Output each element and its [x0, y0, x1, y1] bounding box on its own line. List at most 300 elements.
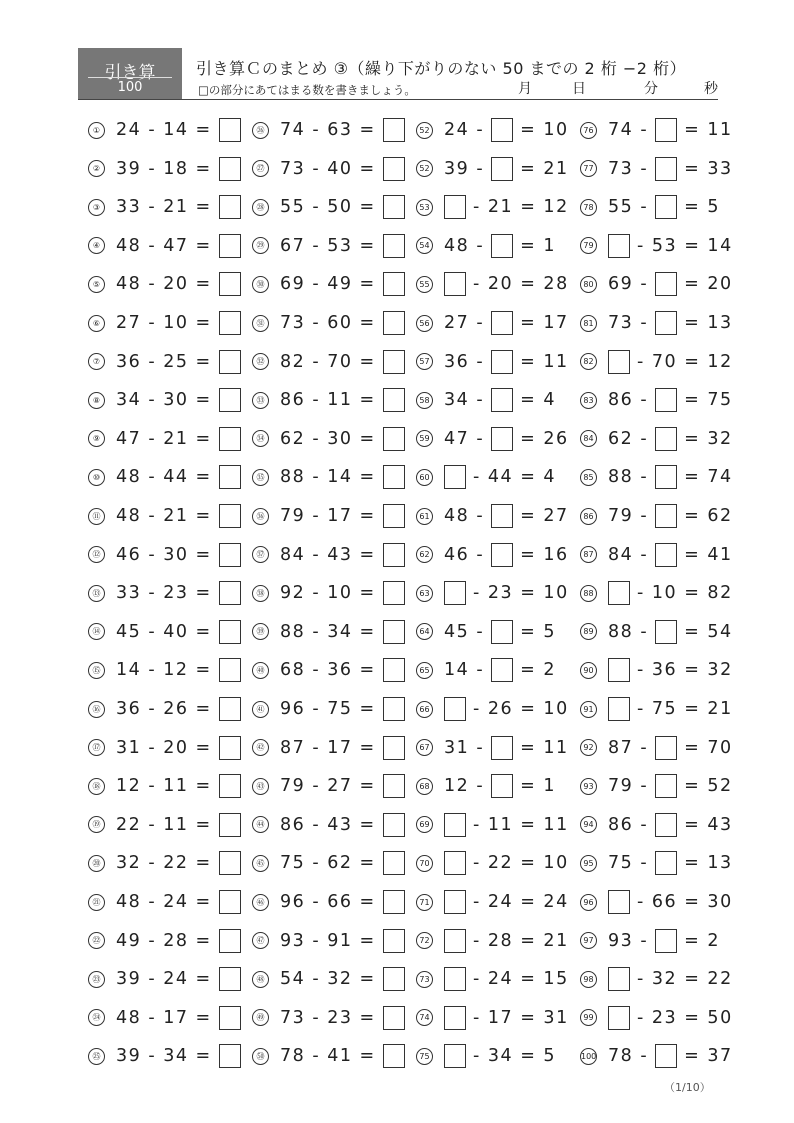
problem-number: ①: [88, 122, 105, 139]
problem-item: [580, 849, 733, 877]
answer-box[interactable]: [383, 1044, 405, 1068]
problem-number: 81: [580, 315, 597, 332]
answer-box[interactable]: [219, 890, 241, 914]
problem-number: 70: [416, 855, 433, 872]
problem-number: ⑰: [88, 739, 105, 756]
problem-left-text: 33 - 23 =: [116, 583, 212, 604]
problem-number: ㉟: [252, 469, 269, 486]
problem-right-text: = 11: [520, 737, 569, 758]
problem-item: [88, 811, 241, 839]
answer-box[interactable]: [383, 504, 405, 528]
problem-left-text: 49 - 28 =: [116, 930, 212, 951]
problem-right-text: - 24 = 15: [473, 969, 569, 990]
problem-number: 85: [580, 469, 597, 486]
answer-box[interactable]: [491, 736, 513, 760]
problem-item: [88, 618, 241, 646]
problem-item: [416, 541, 569, 569]
answer-box[interactable]: [383, 697, 405, 721]
problem-number: 74: [416, 1009, 433, 1026]
problem-item: [88, 270, 241, 298]
problem-item: [416, 309, 569, 337]
problem-left-text: 73 - 60 =: [280, 313, 376, 333]
problem-number: 82: [580, 353, 597, 370]
answer-box[interactable]: [383, 234, 405, 258]
answer-box[interactable]: [444, 195, 466, 219]
answer-box[interactable]: [655, 157, 677, 181]
problem-item: [252, 463, 405, 491]
problem-item: [252, 695, 405, 723]
answer-box[interactable]: [655, 272, 677, 296]
problem-right-text: - 22 = 10: [473, 853, 569, 874]
problem-left-text: 87 - 17 =: [280, 737, 376, 758]
answer-box[interactable]: [383, 929, 405, 953]
problem-item: [88, 965, 241, 993]
answer-box[interactable]: [219, 736, 241, 760]
answer-box[interactable]: [383, 543, 405, 567]
problem-number: 92: [580, 739, 597, 756]
problem-item: [252, 734, 405, 762]
problem-number: 58: [416, 392, 433, 409]
problem-item: [416, 386, 556, 414]
problem-number: ⑯: [88, 701, 105, 718]
answer-box[interactable]: [655, 427, 677, 451]
answer-box[interactable]: [383, 967, 405, 991]
answer-box[interactable]: [655, 929, 677, 953]
problem-number: 63: [416, 585, 433, 602]
problem-item: [252, 116, 405, 144]
problem-left-text: 39 - 18 =: [116, 158, 212, 179]
answer-box[interactable]: [383, 157, 405, 181]
badge-divider: [88, 77, 172, 78]
answer-box[interactable]: [219, 1006, 241, 1030]
answer-box[interactable]: [383, 195, 405, 219]
problem-right-text: = 13: [684, 313, 733, 333]
answer-box[interactable]: [655, 465, 677, 489]
problem-item: [88, 348, 241, 376]
problem-number: ㊷: [252, 739, 269, 756]
problem-left-text: 34 - 30 =: [116, 390, 212, 411]
answer-box[interactable]: [444, 890, 466, 914]
problem-item: [88, 695, 241, 723]
problem-number: 54: [416, 237, 433, 254]
problem-number: 84: [580, 430, 597, 447]
problem-right-text: - 17 = 31: [473, 1007, 569, 1028]
problem-number: ㊾: [252, 1009, 269, 1026]
answer-box[interactable]: [219, 967, 241, 991]
problem-number: 62: [416, 546, 433, 563]
problem-number: ㊳: [252, 585, 269, 602]
answer-box[interactable]: [444, 465, 466, 489]
answer-box[interactable]: [383, 465, 405, 489]
answer-box[interactable]: [219, 272, 241, 296]
problem-item: [88, 425, 241, 453]
problem-number: 68: [416, 778, 433, 795]
problem-left-text: 24 - 14 =: [116, 120, 212, 140]
problem-right-text: - 26 = 10: [473, 699, 569, 719]
problem-number: 88: [580, 585, 597, 602]
problem-left-text: 27 -: [444, 313, 485, 333]
problem-left-text: 88 - 34 =: [280, 621, 376, 642]
problem-item: [580, 425, 733, 453]
problem-left-text: 62 -: [608, 428, 649, 449]
answer-box[interactable]: [491, 350, 513, 374]
problem-item: [416, 155, 569, 183]
problem-item: [580, 618, 733, 646]
answer-box[interactable]: [491, 118, 513, 142]
problem-left-text: 46 - 30 =: [116, 544, 212, 565]
second-label: 秒: [704, 81, 718, 97]
problem-right-text: = 41: [684, 544, 733, 565]
problem-item: [252, 232, 405, 260]
problem-item: [252, 965, 405, 993]
problem-item: [252, 888, 405, 916]
problem-left-text: 84 - 43 =: [280, 544, 376, 565]
problem-right-text: = 11: [520, 351, 569, 372]
answer-box[interactable]: [608, 697, 630, 721]
problem-right-text: = 32: [684, 428, 733, 449]
worksheet-header: [78, 48, 718, 100]
answer-box[interactable]: [219, 311, 241, 335]
problem-item: [416, 695, 569, 723]
problem-number: ㊸: [252, 778, 269, 795]
answer-box[interactable]: [219, 620, 241, 644]
problem-left-text: 47 -: [444, 428, 485, 449]
answer-box[interactable]: [383, 581, 405, 605]
problem-number: ㉑: [88, 894, 105, 911]
problem-item: [252, 579, 405, 607]
answer-box[interactable]: [219, 118, 241, 142]
problem-number: ⑩: [88, 469, 105, 486]
problem-left-text: 45 -: [444, 621, 485, 642]
answer-box[interactable]: [491, 620, 513, 644]
problem-item: [580, 116, 733, 144]
answer-box[interactable]: [655, 774, 677, 798]
problem-number: ③: [88, 199, 105, 216]
problem-item: [416, 270, 569, 298]
problem-right-text: - 11 = 11: [473, 814, 569, 835]
problem-right-text: = 54: [684, 621, 733, 642]
problem-item: [416, 502, 569, 530]
problem-number: 55: [416, 276, 433, 293]
problem-number: 66: [416, 701, 433, 718]
answer-box[interactable]: [655, 851, 677, 875]
problem-item: [88, 579, 241, 607]
answer-box[interactable]: [383, 890, 405, 914]
answer-box[interactable]: [655, 311, 677, 335]
answer-box[interactable]: [655, 736, 677, 760]
problem-left-text: 48 -: [444, 506, 485, 526]
problem-number: 93: [580, 778, 597, 795]
problem-number: ㊹: [252, 816, 269, 833]
problem-number: ㉖: [252, 122, 269, 139]
problem-item: [88, 1042, 241, 1070]
answer-box[interactable]: [383, 350, 405, 374]
problem-item: [252, 1004, 405, 1032]
problem-left-text: 36 - 25 =: [116, 351, 212, 372]
answer-box[interactable]: [219, 1044, 241, 1068]
problem-item: [580, 309, 733, 337]
problem-left-text: 12 - 11 =: [116, 776, 212, 797]
answer-box[interactable]: [444, 697, 466, 721]
problem-item: [88, 849, 241, 877]
problem-number: ⑥: [88, 315, 105, 332]
answer-box[interactable]: [491, 157, 513, 181]
answer-box[interactable]: [444, 581, 466, 605]
problem-left-text: 88 -: [608, 621, 649, 642]
problem-item: [416, 1042, 556, 1070]
answer-box[interactable]: [219, 851, 241, 875]
problem-item: [252, 541, 405, 569]
answer-box[interactable]: [655, 543, 677, 567]
answer-box[interactable]: [444, 1006, 466, 1030]
problem-number: 64: [416, 623, 433, 640]
answer-box[interactable]: [608, 967, 630, 991]
worksheet-instruction: □の部分にあてはまる数を書きましょう。: [198, 83, 416, 97]
problem-left-text: 48 - 21 =: [116, 506, 212, 526]
problem-number: 78: [580, 199, 597, 216]
answer-box[interactable]: [608, 350, 630, 374]
problem-number: 95: [580, 855, 597, 872]
answer-box[interactable]: [219, 774, 241, 798]
problem-number: 99: [580, 1009, 597, 1026]
answer-box[interactable]: [608, 1006, 630, 1030]
answer-box[interactable]: [444, 1044, 466, 1068]
answer-box[interactable]: [383, 311, 405, 335]
answer-box[interactable]: [491, 427, 513, 451]
answer-box[interactable]: [491, 543, 513, 567]
problem-number: ⑧: [88, 392, 105, 409]
answer-box[interactable]: [219, 195, 241, 219]
answer-box[interactable]: [383, 620, 405, 644]
badge-score: 100: [117, 80, 143, 95]
problem-item: [416, 116, 569, 144]
problem-right-text: = 13: [684, 853, 733, 874]
answer-box[interactable]: [383, 813, 405, 837]
answer-box[interactable]: [219, 350, 241, 374]
problem-item: [88, 309, 241, 337]
problem-right-text: - 10 = 82: [637, 583, 733, 604]
answer-box[interactable]: [655, 620, 677, 644]
badge-title: 引き算: [104, 63, 156, 83]
answer-box[interactable]: [383, 427, 405, 451]
problem-number: ㊲: [252, 546, 269, 563]
answer-box[interactable]: [383, 1006, 405, 1030]
problem-item: [416, 348, 569, 376]
problem-number: 61: [416, 508, 433, 525]
answer-box[interactable]: [219, 465, 241, 489]
answer-box[interactable]: [608, 658, 630, 682]
answer-box[interactable]: [219, 504, 241, 528]
problem-left-text: 93 - 91 =: [280, 930, 376, 951]
problem-item: [580, 193, 720, 221]
problem-left-text: 12 -: [444, 776, 485, 797]
problem-item: [252, 309, 405, 337]
answer-box[interactable]: [219, 697, 241, 721]
problem-left-text: 14 - 12 =: [116, 660, 212, 681]
problem-number: ㉒: [88, 932, 105, 949]
answer-box[interactable]: [608, 581, 630, 605]
answer-box[interactable]: [491, 388, 513, 412]
problem-right-text: = 4: [520, 390, 557, 411]
problem-item: [252, 772, 405, 800]
problem-left-text: 73 - 40 =: [280, 158, 376, 179]
problem-right-text: = 16: [520, 544, 569, 565]
answer-box[interactable]: [655, 118, 677, 142]
answer-box[interactable]: [219, 234, 241, 258]
problem-item: [580, 656, 733, 684]
answer-box[interactable]: [219, 581, 241, 605]
problem-left-text: 74 -: [608, 120, 649, 140]
problem-left-text: 33 - 21 =: [116, 197, 212, 218]
problem-item: [416, 772, 556, 800]
problem-right-text: - 70 = 12: [637, 351, 733, 372]
problem-number: 98: [580, 971, 597, 988]
problem-left-text: 48 - 20 =: [116, 274, 212, 295]
problem-right-text: = 62: [684, 506, 733, 526]
problem-number: 91: [580, 701, 597, 718]
answer-box[interactable]: [491, 234, 513, 258]
month-label: 月: [518, 81, 532, 97]
answer-box[interactable]: [608, 890, 630, 914]
problem-left-text: 78 - 41 =: [280, 1046, 376, 1067]
problem-item: [88, 772, 241, 800]
answer-box[interactable]: [444, 272, 466, 296]
problem-right-text: - 44 = 4: [473, 467, 557, 488]
answer-box[interactable]: [655, 1044, 677, 1068]
problem-item: [252, 927, 405, 955]
page-number: （1/10）: [664, 1081, 711, 1094]
answer-box[interactable]: [444, 851, 466, 875]
problem-item: [252, 502, 405, 530]
problem-item: [416, 888, 569, 916]
problem-number: 52: [416, 160, 433, 177]
problem-item: [416, 656, 556, 684]
answer-box[interactable]: [383, 851, 405, 875]
problem-number: 71: [416, 894, 433, 911]
problem-right-text: - 21 = 12: [473, 197, 569, 218]
problem-number: 53: [416, 199, 433, 216]
problem-number: ㉓: [88, 971, 105, 988]
problem-number: ⑲: [88, 816, 105, 833]
answer-box[interactable]: [491, 311, 513, 335]
problem-number: ⑤: [88, 276, 105, 293]
problem-left-text: 22 - 11 =: [116, 814, 212, 835]
problem-item: [580, 386, 733, 414]
problem-item: [88, 386, 241, 414]
problem-left-text: 48 - 47 =: [116, 235, 212, 256]
problem-number: ㉔: [88, 1009, 105, 1026]
problem-item: [580, 927, 720, 955]
problem-number: ⑫: [88, 546, 105, 563]
problem-item: [580, 1042, 733, 1070]
problem-item: [416, 618, 556, 646]
answer-box[interactable]: [383, 774, 405, 798]
answer-box[interactable]: [444, 929, 466, 953]
problem-item: [580, 965, 733, 993]
answer-box[interactable]: [655, 813, 677, 837]
problem-number: 97: [580, 932, 597, 949]
problem-left-text: 75 -: [608, 853, 649, 874]
answer-box[interactable]: [444, 813, 466, 837]
problem-item: [416, 927, 569, 955]
minute-label: 分: [644, 81, 658, 97]
problem-left-text: 79 - 27 =: [280, 776, 376, 797]
problem-number: 56: [416, 315, 433, 332]
problem-left-text: 96 - 75 =: [280, 699, 376, 719]
problem-left-text: 79 - 17 =: [280, 506, 376, 526]
answer-box[interactable]: [444, 967, 466, 991]
problem-item: [580, 579, 733, 607]
problem-item: [580, 541, 733, 569]
problem-left-text: 55 - 50 =: [280, 197, 376, 218]
problem-number: ㊿: [252, 1048, 269, 1065]
answer-box[interactable]: [219, 658, 241, 682]
answer-box[interactable]: [608, 234, 630, 258]
problem-left-text: 47 - 21 =: [116, 428, 212, 449]
answer-box[interactable]: [383, 658, 405, 682]
answer-box[interactable]: [383, 272, 405, 296]
problem-number: 77: [580, 160, 597, 177]
problem-item: [252, 193, 405, 221]
problem-right-text: = 1: [520, 776, 557, 797]
problem-item: [580, 155, 733, 183]
problem-right-text: = 20: [684, 274, 733, 295]
answer-box[interactable]: [219, 388, 241, 412]
problem-left-text: 14 -: [444, 660, 485, 681]
problem-item: [252, 1042, 405, 1070]
answer-box[interactable]: [219, 427, 241, 451]
problem-left-text: 32 - 22 =: [116, 853, 212, 874]
answer-box[interactable]: [655, 195, 677, 219]
answer-box[interactable]: [383, 736, 405, 760]
answer-box[interactable]: [491, 774, 513, 798]
problem-number: 87: [580, 546, 597, 563]
answer-box[interactable]: [491, 504, 513, 528]
problem-item: [580, 348, 733, 376]
problem-item: [252, 386, 405, 414]
problem-number: 96: [580, 894, 597, 911]
problem-number: ⑦: [88, 353, 105, 370]
answer-box[interactable]: [383, 118, 405, 142]
problem-right-text: = 75: [684, 390, 733, 411]
problem-item: [416, 811, 569, 839]
problem-right-text: = 2: [520, 660, 557, 681]
answer-box[interactable]: [491, 658, 513, 682]
problem-item: [416, 579, 569, 607]
problem-left-text: 31 - 20 =: [116, 737, 212, 758]
problem-item: [580, 232, 733, 260]
problem-right-text: = 21: [520, 158, 569, 179]
problem-right-text: = 33: [684, 158, 733, 179]
problem-right-text: = 26: [520, 428, 569, 449]
problem-item: [252, 155, 405, 183]
problem-number: 73: [416, 971, 433, 988]
answer-box[interactable]: [655, 388, 677, 412]
problem-right-text: = 27: [520, 506, 569, 526]
problem-number: ⑭: [88, 623, 105, 640]
problem-left-text: 48 -: [444, 235, 485, 256]
answer-box[interactable]: [219, 543, 241, 567]
answer-box[interactable]: [383, 388, 405, 412]
problem-number: ㉚: [252, 276, 269, 293]
problem-item: [88, 502, 241, 530]
answer-box[interactable]: [219, 157, 241, 181]
problem-number: ㊽: [252, 971, 269, 988]
problem-left-text: 82 - 70 =: [280, 351, 376, 372]
answer-box[interactable]: [219, 929, 241, 953]
answer-box[interactable]: [219, 813, 241, 837]
answer-box[interactable]: [655, 504, 677, 528]
